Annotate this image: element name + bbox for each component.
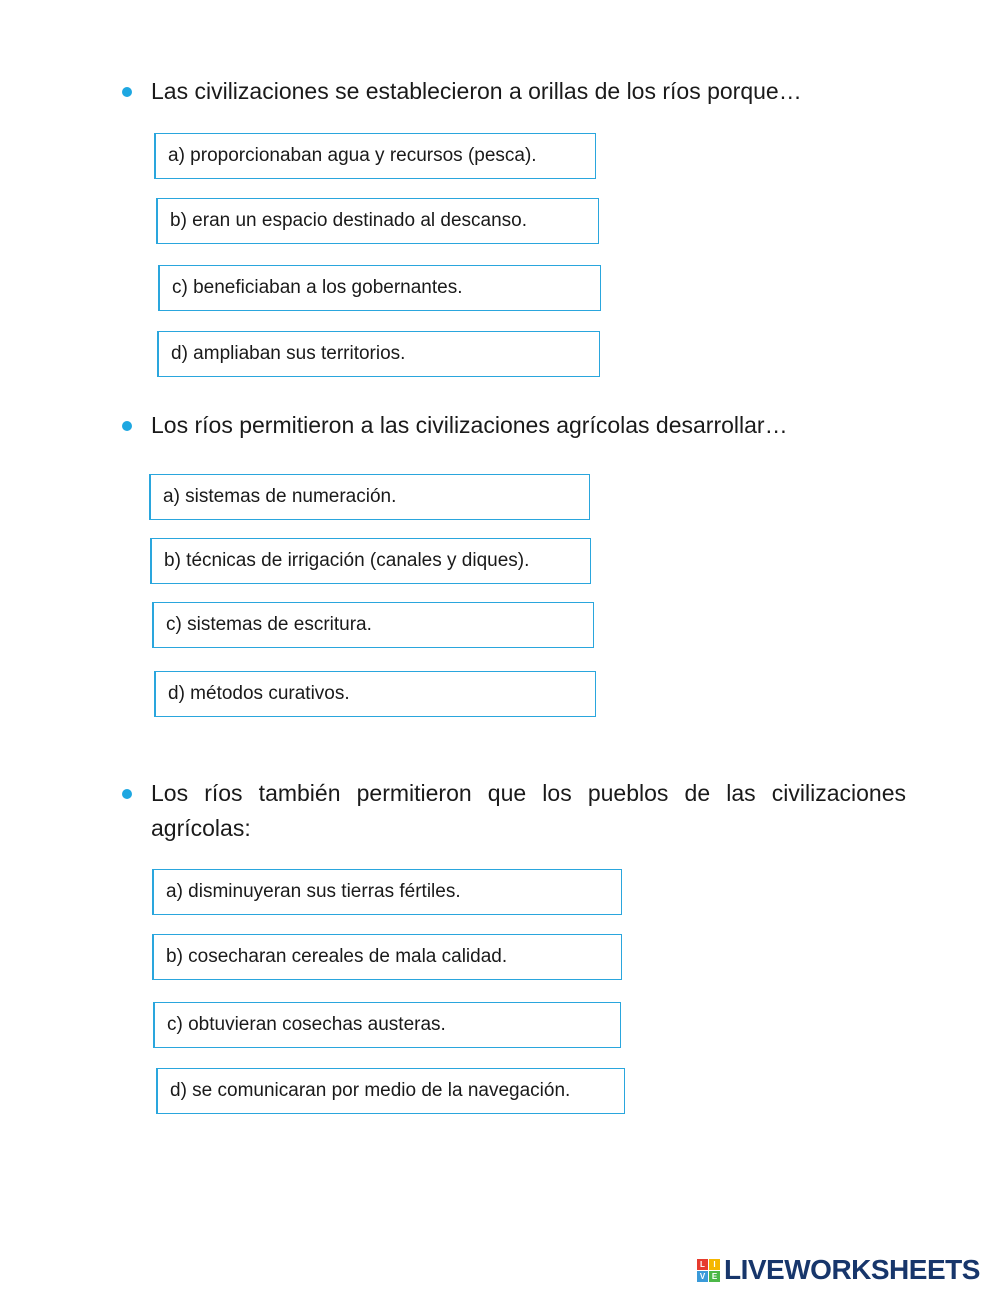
logo-letter: V — [697, 1271, 708, 1282]
question-1-option-d[interactable]: d) ampliaban sus territorios. — [157, 331, 600, 377]
question-1-option-b[interactable]: b) eran un espacio destinado al descanso. — [156, 198, 599, 244]
question-1-option-a[interactable]: a) proporcionaban agua y recursos (pesca). — [154, 133, 596, 179]
question-2-option-b[interactable]: b) técnicas de irrigación (canales y diques). — [150, 538, 591, 584]
brand-name: LIVEWORKSHEETS — [724, 1254, 980, 1285]
bullet-icon — [122, 789, 132, 799]
question-3-option-b[interactable]: b) cosecharan cereales de mala calidad. — [152, 934, 622, 980]
liveworksheets-logo-icon — [697, 1259, 720, 1282]
question-1-text: Las civilizaciones se establecieron a orillas de los ríos porque… — [151, 78, 802, 104]
question-2-option-c[interactable]: c) sistemas de escritura. — [152, 602, 594, 648]
question-3-text: Los ríos también permitieron que los pueblos de las civilizaciones agrícolas: — [151, 780, 906, 841]
logo-letter: I — [709, 1259, 720, 1270]
question-2-text: Los ríos permitieron a las civilizaciones agrícolas desarrollar… — [151, 412, 788, 438]
question-1-option-c[interactable]: c) beneficiaban a los gobernantes. — [158, 265, 601, 311]
question-2-option-d[interactable]: d) métodos curativos. — [154, 671, 596, 717]
question-3-option-d[interactable]: d) se comunicaran por medio de la navegación. — [156, 1068, 625, 1114]
question-3-option-c[interactable]: c) obtuvieran cosechas austeras. — [153, 1002, 621, 1048]
question-3 — [122, 776, 906, 846]
logo-letter: E — [709, 1271, 720, 1282]
bullet-icon — [122, 87, 132, 97]
question-1 — [122, 74, 906, 109]
question-2-option-a[interactable]: a) sistemas de numeración. — [149, 474, 590, 520]
liveworksheets-brand — [697, 1255, 980, 1285]
logo-letter: L — [697, 1259, 708, 1270]
question-2 — [122, 408, 906, 443]
bullet-icon — [122, 421, 132, 431]
question-3-option-a[interactable]: a) disminuyeran sus tierras fértiles. — [152, 869, 622, 915]
